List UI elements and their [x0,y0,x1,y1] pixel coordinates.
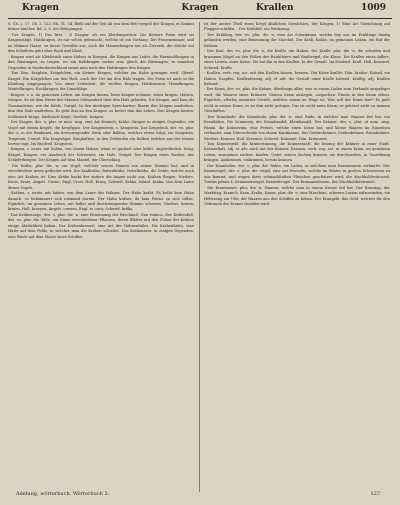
entry-paragraph: - Der Kramladen, des -s, plur. die -läden, ein Laden, in welchem man Kramwaaren verkaufet. Der Kramsvogel, des -s, plur. die -vögel, eine Art Drosseln, welche im Winter in großen Schwärmen zu uns kommt, und wegen ihres schmackhaften Fleisches geschätzet wird; die Wachholderdrossel, Turdus pilaris L. Krammetsvogel, Kranwitvogel. Der Krammetsbaum, der Wachholderstrauch. [204,163,390,185]
entry-paragraph: - Krallen, verb. reg. act. mit den Krallen fassen, kratzen. Die Katze krallet. Dän. kradse. Kräuel, ein Haken, Krapfen. Krallenförmig, adj. et adv. die Gestalt einer Kralle habend. Krallig, adj. Krallen habend. [204,71,390,86]
right-column [204,22,390,492]
header-right-word: Krallen [256,3,294,13]
entry-paragraph: - Der Kral, des -es, plur. die -e, die Kralle, ein Haken. Die Kralle, plur. die -n, die scharfen und krummen Nägel an den Füßen der Raubthiere und Raubvögel; die Klaue. Die Krallen eines Adlers, eines Löwen, einer Katze. Sie hat ihn in den Krallen. In der Gewalt. Im Niederd. Krall. Holl. Krauwel, Schwed. Krafla. [204,49,390,70]
entry-paragraph: - Der Kragen, des -s, plur. ut nom. sing. eine Art Kranich; Krähe, Kragen in einigen Gegenden, ein Vogel mit einem Kropfe, die Kropfgans. Der Kragenstein, s. Kragstein. Das Kragstück, des -es, plur. die -e, in der Baukunst, ein hervorragender Stein oder Balken, welcher etwas trägt; ein Kragstein, Tragstein, Consol. Ein Kragträger, Kragbalken, in den Gebäuden ein Balken welcher aus der Mauer hervor ragt. Im Niederd. Kragstein. [8,120,194,146]
entry-paragraph: - Der Kragen, 1) Das Brei - 2) Kragen: als ein Kleidungsstück. Die fleinere Form wird sie Kragenstäge, Halskragen, ist nur selten gebraucht, welche ist ein Vorhang. Die Frauenzimmer, und an Männer Haare, zu ihrem Gewölbe aus, auch die Männerkragen nur als Zierrath, die Stücke auf den Schultern geht über Rock und Kleid. [8,32,194,54]
page-number: 1009 [360,3,386,13]
entry-paragraph: - Die Kramwaare, plur. die -n, Waaren, welche man in einem Krame feil hat. Der Kramtag, der Markttag. Kranich, Kran, Krahn, Krane, plur. die -e, eine Maschine, schwere Lasten aufzuwinden; ein Hebezeug am Ufer, die Waaren aus den Schiffen zu heben. Der Krangeld, das Geld, welches für den Gebrauch des Kranes bezahlet wird. [204,185,390,206]
footer-sheet-number: 127 [370,491,380,497]
entry-paragraph: - Der Krähling, des -es, plur. die -e, eine Art Schwämme, welche bey uns im Frühlinge häufig gefunden werden, eine Benennung der Morchel. Der Kräh, Krähe, im gemeinen Leben, ein Ruf der Krähen. [204,32,390,48]
left-column [8,22,194,492]
entry-paragraph: S. Ch. 2, 17. Ch. 2, 122. Eh. 31. 34. Bleib auf der Seit ab von dem Bett vergeß der Kragen, es kommt ferner hinüber. Bd. 3. S. der Belegungen. [8,22,194,32]
footer-signature: Adelung, wörterbuch. Wörterbuch 2. [16,491,110,497]
entry-paragraph: - Krähen, v. neutr. mit haben, von dem Laute des Hahnes. Der Hahn kräht. Es kräht kein Hahn danach, es bekümmert sich niemand darum. Der Hahn krähet, da kam Petrus zu sich selbst. Figürlich, im gemeinen Leben, mit heller und durchdringender Stimme schreien. Nieders. kreien, kraien, Holl. kraeyen, Angels. crawan, Engl. to crow, Schwed. kråka. [8,191,194,212]
entry-paragraph: - Kragen, v. neutr. mit haben, von einem Hahne, wenn er gackert oder kräht, ungewöhnlich. Kräg, Krägel, Kragen, ein Ausdruck der Schweizer, ein Hals, Gurgel. Der Kragen eines Rockes, der Schieferkragen. Der Kragen auf dem Mantel, der Überschlag. [8,147,194,163]
entry-paragraph: - Kragen wird als Kleidstück eines Halses in Kriegen, die Kragen aus Leder, die Harnischkragen in den Rüstungen; zu tragen, wo ein Halskragen vorher war, gleich die Rüstungen; in manchen Gegenden in Niederdeutschland nennt man noch den Halskragen den Kragen. [8,54,194,70]
entry-paragraph: - Der Kram, des -es, plur. die Kräme, überhaupt alles, was in einem Laden zum Verkaufe ausgeleget wird, die Waaren eines Krämers. Seinen Kram auslegen, auspacken. Einem in den Kram sehen. Figürlich, allerley unnützes Geräth, welches einem im Wege ist. Was soll der Kram hier? Es paßt nicht in seinen Kram, es ist ihm nicht gelegen. Das ist nicht mein Kram, es gehöret nicht zu meinen Geschäften. [204,87,390,114]
entry-paragraph: - Die Krähe, plur. die -n, ein Vogel, welcher seinen Namen von seiner Stimme hat, und in verschiedene Arten getheilet wird. Die Saatkrähe, Rabenkrähe, Nebelkrähe, die Dohle, welche auch eine Art Krähen ist. Eine Krähe hackt der andern die Augen nicht aus. Krähen fliegen. Nieders. Kreie, Kraie, Angels. Crawe, Engl. Crow, Holl. Kraey, Schwed. Kråka, Isländ. Kraka. Von dem Laute dieses Vogels. [8,163,194,190]
header-rule [8,18,392,19]
entry-paragraph: - Das Krämergeld, die Krämerinnung, die Krämerzunft, die Innung der Krämer in einer Stadt. Krämerhaft, adj. et adv. nach Art der Krämer. Kramen, verb. reg. act. in einem Kram, im gemeinen Leben, zusammen suchen, kaufen. Unter seinen Sachen kramen, sie durchsuchen, in Unordnung bringen. Auskramen, einkramen, herum kramen. [204,141,390,163]
entry-paragraph: - Kragen, v. a. im gemeinen Leben, am Kragen fassen, beim Kragen nehmen, einen kragen. Halsen, würgen. Es ist dem Herrn des Mannes Gelegenheit über den Hals gelaufen, Die Kragen, und kam als Nominativum, wie die Kehle, Gurgel. In den niedrigen Sprecharten: Einem den Kragen umdrehen, ihm den Hals umdrehen. Es geht ihm an den Kragen, es kostet ihm das Leben. Den Kragen kosten. Schlesisch Krage, Sächsisch Kraje, Nieders. Kragen. [8,92,194,119]
header-left-word: Kragen [22,3,59,13]
entry-paragraph: - Das Dim. Kräglein, Krägelchen, ein kleiner Kragen, welcher am Halse getragen wird. Oberd. Kragel. Ein Krägelchen um den Hals, auch der Ort um den Hals tragen. Die Form ist auch in die Kleidung eingegangen. Von einer Schönheit, die weißen Kragen, Halskrausen, Hemdkragen, Mantelkragen, Rockkragen, die Umschläge. [8,71,194,92]
page-footer [8,491,392,500]
column-divider [199,22,200,492]
entry-paragraph: - Der Krambude, die Krambude, plur. die -n, eine Bude, in welcher man Waaren feil hat, ein Kramladen. Die Kramerey, der Kramhandel, Kleinhandel. Der Krämer, des -s, plur. ut nom. sing. Fämin. die Krämerinn, eine Person, welche einen Kram hat, und kleine Waaren im Einzelnen verkaufet, zum Unterschiede von einem Kaufmanne. Ein Gewürzkrämer, Seidenkrämer, Eisenkrämer. Nieders. Kramer, Holl. Kraemer, Schwed. Krämare, Dän. Kræmmer. [204,114,390,141]
entry-paragraph: - Das Krähenauge, des -s, plur. die -n, eine Benennung der Brechnuß, Nux vomica. Der Krähenfuß, des -es, plur. die -füße, ein Name verschiedener Pflanzen, deren Blätter mit den Füßen der Krähen einige Ähnlichkeit haben. Der Krähenkreuzel, eine Art des Hahnenfußes. Die Krähenhütte, eine Hütte auf dem Felde, in welcher man die Krähen schießet. Das Krähennest, in einigen Gegenden, eine Warte auf dem Maste eines Schiffes. [8,212,194,239]
header-center-word: Kragen [181,3,219,13]
entry-paragraph: ist der untere Theil eines Kropf ähnlichen Gewächses, der Kragen, 1) Eine Art Vorrichtung auf Flaggen-schiffen. - Der Krähfuß, ein Werkzeug. [204,22,390,32]
running-header [8,3,392,17]
